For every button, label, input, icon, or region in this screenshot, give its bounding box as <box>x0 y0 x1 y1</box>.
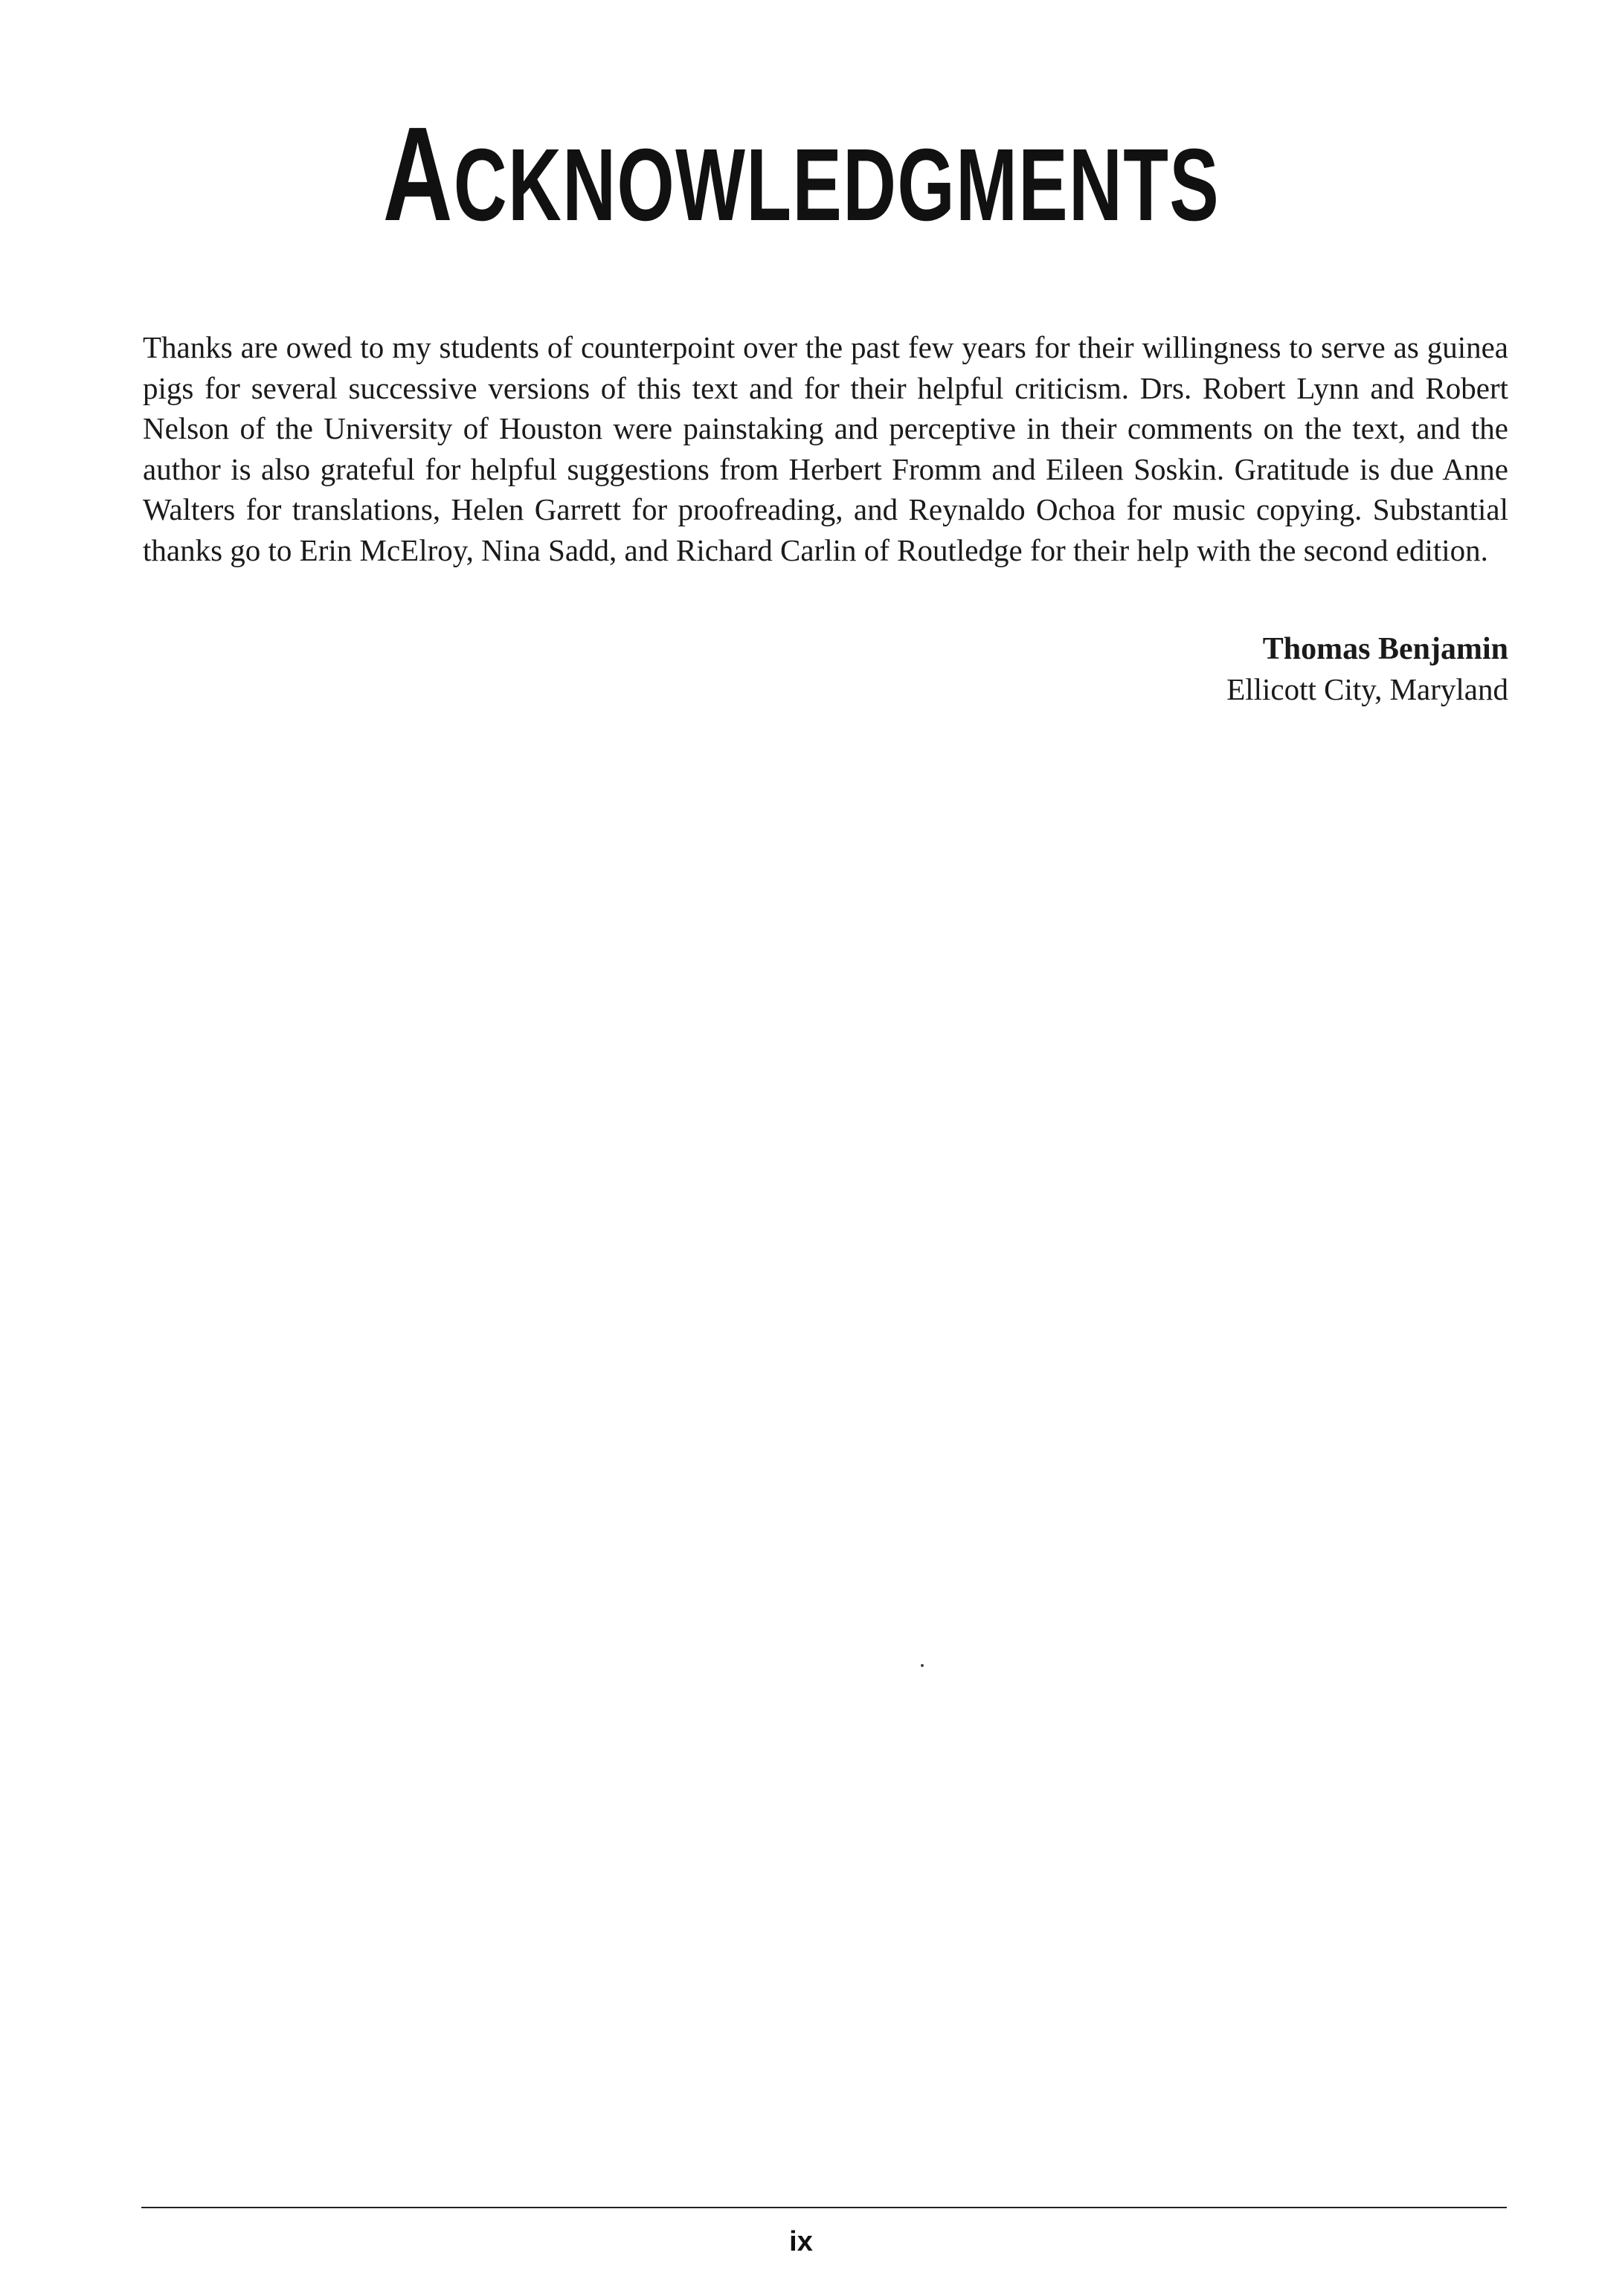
author-name: Thomas Benjamin <box>1262 632 1508 666</box>
signature-block <box>1226 629 1508 709</box>
page-title-text <box>382 100 1220 250</box>
page-title <box>0 100 1602 250</box>
title-rest: CKNOWLEDGMENTS <box>453 128 1220 243</box>
scan-speck <box>921 1664 924 1667</box>
author-location: Ellicott City, Maryland <box>1226 672 1508 706</box>
title-initial: A <box>382 100 454 250</box>
page-number: ix <box>789 2226 813 2257</box>
footer-divider <box>141 2207 1507 2208</box>
acknowledgments-paragraph: Thanks are owed to my students of counterpoint over the past few years for their willingness to serve as guinea pigs for several successive versions of this text and for their helpful criticism. Drs. Robert Lynn and Robert Nelson of the University of Houston were painstaking and perceptive in their comments on the text, and the author is also grateful for helpful suggestions from Herbert Fromm and Eileen Soskin. Gratitude is due Anne Walters for translations, Helen Garrett for proofreading, and Reynaldo Ochoa for music copying. Substantial thanks go to Erin McElroy, Nina Sadd, and Richard Carlin of Routledge for their help with the second edition. <box>143 330 1508 567</box>
